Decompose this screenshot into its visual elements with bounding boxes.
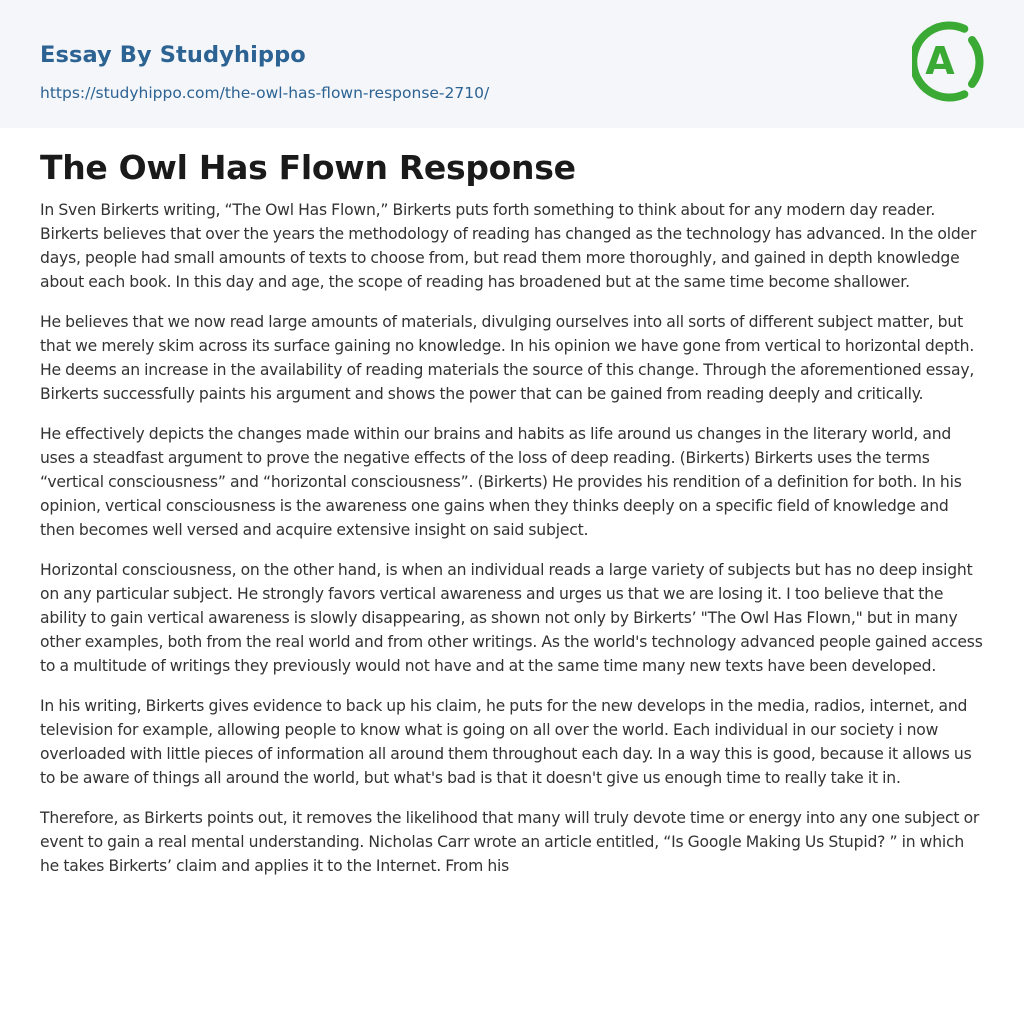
studyhippo-logo-icon[interactable] <box>912 18 988 106</box>
logo-ring-right <box>972 40 980 84</box>
page-header <box>0 0 1024 128</box>
essay-paragraph: In Sven Birkerts writing, “The Owl Has Flown,” Birkerts puts forth something to think about for any modern day reader. Birkerts believes that over the years the methodology of reading has changed as the technology has advanced. In the older days, people had small amounts of texts to choose from, but read them more thoroughly, and gained in depth knowledge about each book. In this day and age, the scope of reading has broadened but at the same time become shallower. <box>40 201 977 291</box>
essay-paragraph: He believes that we now read large amounts of materials, divulging ourselves into all sorts of different subject matter, but that we merely skim across its surface gaining no knowledge. In his opinion we have gone from vertical to horizontal depth. He deems an increase in the availability of reading materials the source of this change. Through the aforementioned essay, Birkerts successfully paints his argument and shows the power that can be gained from reading deeply and critically. <box>40 313 975 403</box>
essay-paragraph: Therefore, as Birkerts points out, it removes the likelihood that many will truly devote time or energy into any one subject or event to gain a real mental understanding. Nicholas Carr wrote an article entitled, “Is Google Making Us Stupid? ” in which he takes Birkerts’ claim and applies it to the Internet. From his <box>40 809 980 875</box>
essay-title: The Owl Has Flown Response <box>40 148 576 187</box>
essay-paragraph: In his writing, Birkerts gives evidence to back up his claim, he puts for the new develops in the media, radios, internet, and television for example, allowing people to know what is going on all over the world. Each individual in our society i now overloaded with little pieces of information all around them throughout each day. In a way this is good, because it allows us to be aware of things all around the world, but what's bad is that it doesn't give us enough time to really take it in. <box>40 697 972 787</box>
essay-content <box>0 128 1024 878</box>
logo-letter: A <box>925 39 955 83</box>
essay-paragraph: He effectively depicts the changes made within our brains and habits as life around us changes in the literary world, and uses a steadfast argument to prove the negative effects of the loss of deep reading. (Birkerts) Birkerts uses the terms “vertical consciousness” and “horizontal consciousness”. (Birkerts) He provides his rendition of a definition for both. In his opinion, vertical consciousness is the awareness one gains when they thinks deeply on a specific field of knowledge and then becomes well versed and acquire extensive insight on said subject. <box>40 425 962 539</box>
essay-body <box>40 198 984 878</box>
site-title[interactable]: Essay By Studyhippo <box>40 42 306 68</box>
essay-paragraph: Horizontal consciousness, on the other hand, is when an individual reads a large variety of subjects but has no deep insight on any particular subject. He strongly favors vertical awareness and urges us that we are losing it. I too believe that the ability to gain vertical awareness is slowly disappearing, as shown not only by Birkerts’ "The Owl Has Flown," but in many other examples, both from the real world and from other writings. As the world's technology advanced people gained access to a multitude of writings they previously would not have and at the same time many new texts have been developed. <box>40 561 983 675</box>
essay-url-link[interactable]: https://studyhippo.com/the-owl-has-flown-response-2710/ <box>40 84 490 102</box>
